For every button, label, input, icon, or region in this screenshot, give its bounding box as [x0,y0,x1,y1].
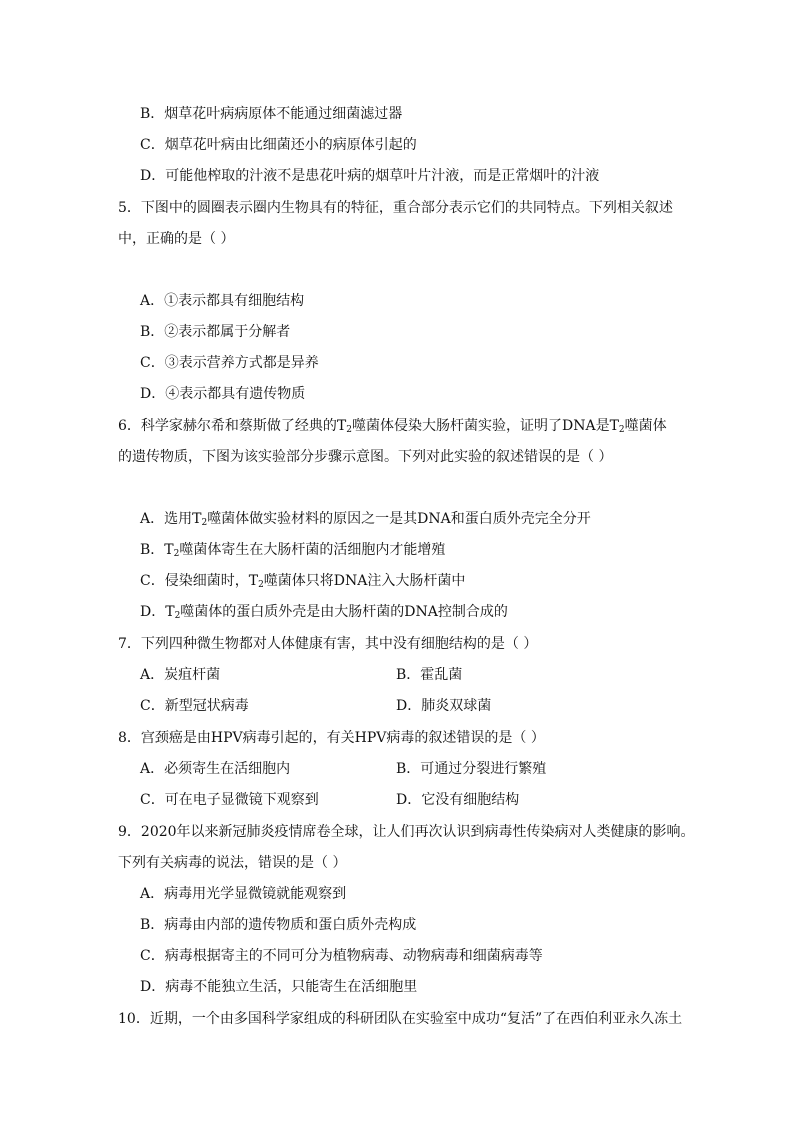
q7-option-c: C．新型冠状病毒 [140,698,249,714]
q5-option-a: A．①表示都具有细胞结构 [140,293,305,309]
q6-stem-line-1: 6．科学家赫尔希和蔡斯做了经典的$T_2$噬菌体侵染大肠杆菌实验，证明了DNA是$T_2$噬菌体 [118,418,667,435]
q7-option-b: B．霍乱菌 [396,667,463,683]
q6-stem-line-2: 的遗传物质，下图为该实验部分步骤示意图。下列对此实验的叙述错误的是（ ） [118,449,613,465]
q6-option-c: C．侵染细菌时，$T_2$噬菌体只将DNA注入大肠杆菌中 [140,573,466,590]
q7-stem: 7．下列四种微生物都对人体健康有害，其中没有细胞结构的是（ ） [118,636,538,652]
q9-stem-line-2: 下列有关病毒的说法，错误的是（ ） [118,855,347,871]
q6-option-b: B．$T_2$噬菌体寄生在大肠杆菌的活细胞内才能增殖 [140,542,446,559]
q5-stem-line-2: 中，正确的是（ ） [118,231,235,247]
q4-option-d: D．可能他榨取的汁液不是患花叶病的烟草叶片汁液，而是正常烟叶的汁液 [140,168,600,184]
q8-option-d: D．它没有细胞结构 [396,792,520,808]
q8-option-b: B．可通过分裂进行繁殖 [396,761,547,777]
q9-option-b: B．病毒由内部的遗传物质和蛋白质外壳构成 [140,917,417,933]
q9-stem-line-1: 9．2020年以来新冠肺炎疫情席卷全球，让人们再次认识到病毒性传染病对人类健康的影响。 [118,824,695,840]
q8-stem: 8．宫颈癌是由HPV病毒引起的，有关HPV病毒的叙述错误的是（ ） [118,730,545,746]
q8-option-a: A．必须寄生在活细胞内 [140,761,291,777]
q10-stem-line-1: 10．近期，一个由多国科学家组成的科研团队在实验室中成功“复活”了在西伯利亚永久冻土 [118,1011,683,1027]
q7-option-a: A．炭疽杆菌 [140,667,221,683]
q8-option-c: C．可在电子显微镜下观察到 [140,792,319,808]
q5-option-c: C．③表示营养方式都是异养 [140,355,319,371]
q6-option-a: A．选用$T_2$噬菌体做实验材料的原因之一是其DNA和蛋白质外壳完全分开 [140,511,591,528]
q6-option-d: D．$T_2$噬菌体的蛋白质外壳是由大肠杆菌的DNA控制合成的 [140,604,508,621]
q7-option-d: D．肺炎双球菌 [396,698,492,714]
q4-option-c: C．烟草花叶病由比细菌还小的病原体引起的 [140,137,417,153]
q9-option-c: C．病毒根据寄主的不同可分为植物病毒、动物病毒和细菌病毒等 [140,948,543,964]
q9-option-d: D．病毒不能独立生活，只能寄生在活细胞里 [140,979,418,995]
q5-option-b: B．②表示都属于分解者 [140,324,291,340]
q9-option-a: A．病毒用光学显微镜就能观察到 [140,886,347,902]
q4-option-b: B．烟草花叶病病原体不能通过细菌滤过器 [140,106,403,122]
q5-stem-line-1: 5．下图中的圆圈表示圈内生物具有的特征，重合部分表示它们的共同特点。下列相关叙述 [118,200,673,216]
q5-option-d: D．④表示都具有遗传物质 [140,386,306,402]
